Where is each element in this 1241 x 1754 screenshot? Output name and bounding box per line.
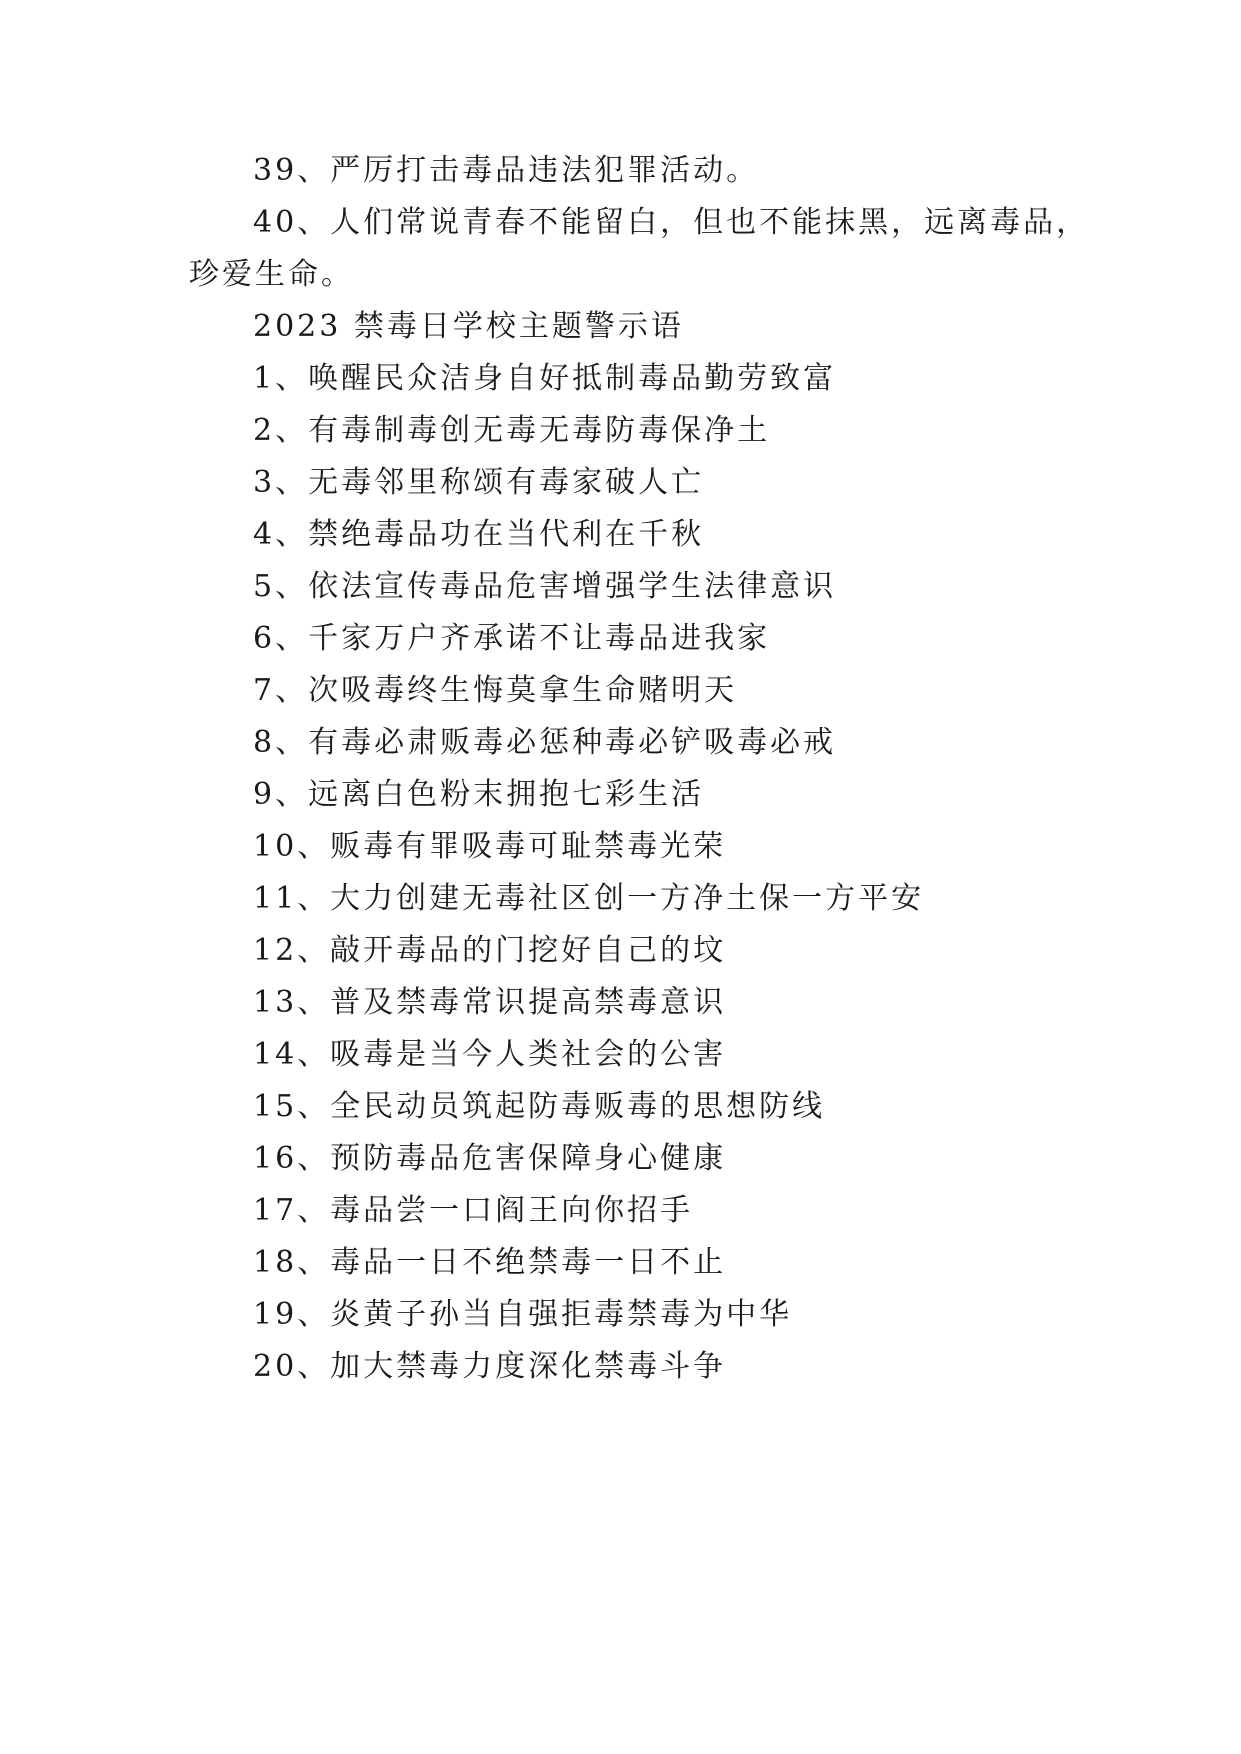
list-item: 14、吸毒是当今人类社会的公害 [253,1037,727,1072]
paragraph-40-line-2: 珍爱生命。 [189,257,354,292]
list-item: 8、有毒必肃贩毒必惩种毒必铲吸毒必戒 [253,725,837,760]
list-item: 19、炎黄子孙当自强拒毒禁毒为中华 [253,1297,793,1332]
list-item: 12、敲开毒品的门挖好自己的坟 [253,933,727,968]
list-item: 13、普及禁毒常识提高禁毒意识 [253,985,727,1020]
list-item: 2、有毒制毒创无毒无毒防毒保净土 [253,413,771,448]
paragraph-40-line-1: 40、人们常说青春不能留白，但也不能抹黑，远离毒品， [253,205,1090,240]
list-item: 1、唤醒民众洁身自好抵制毒品勤劳致富 [253,361,837,396]
list-item: 15、全民动员筑起防毒贩毒的思想防线 [253,1089,826,1124]
list-item: 11、大力创建无毒社区创一方净土保一方平安 [253,881,925,916]
list-item: 18、毒品一日不绝禁毒一日不止 [253,1245,727,1280]
list-item: 7、次吸毒终生悔莫拿生命赌明天 [253,673,738,708]
list-item: 6、千家万户齐承诺不让毒品进我家 [253,621,771,656]
paragraph-39: 39、严厉打击毒品违法犯罪活动。 [253,153,760,188]
section-title: 2023 禁毒日学校主题警示语 [253,309,684,344]
list-item: 17、毒品尝一口阎王向你招手 [253,1193,694,1228]
list-item: 16、预防毒品危害保障身心健康 [253,1141,727,1176]
list-item: 20、加大禁毒力度深化禁毒斗争 [253,1349,727,1384]
list-item: 10、贩毒有罪吸毒可耻禁毒光荣 [253,829,727,864]
list-item: 4、禁绝毒品功在当代利在千秋 [253,517,705,552]
list-item: 3、无毒邻里称颂有毒家破人亡 [253,465,705,500]
list-item: 5、依法宣传毒品危害增强学生法律意识 [253,569,837,604]
list-item: 9、远离白色粉末拥抱七彩生活 [253,777,705,812]
